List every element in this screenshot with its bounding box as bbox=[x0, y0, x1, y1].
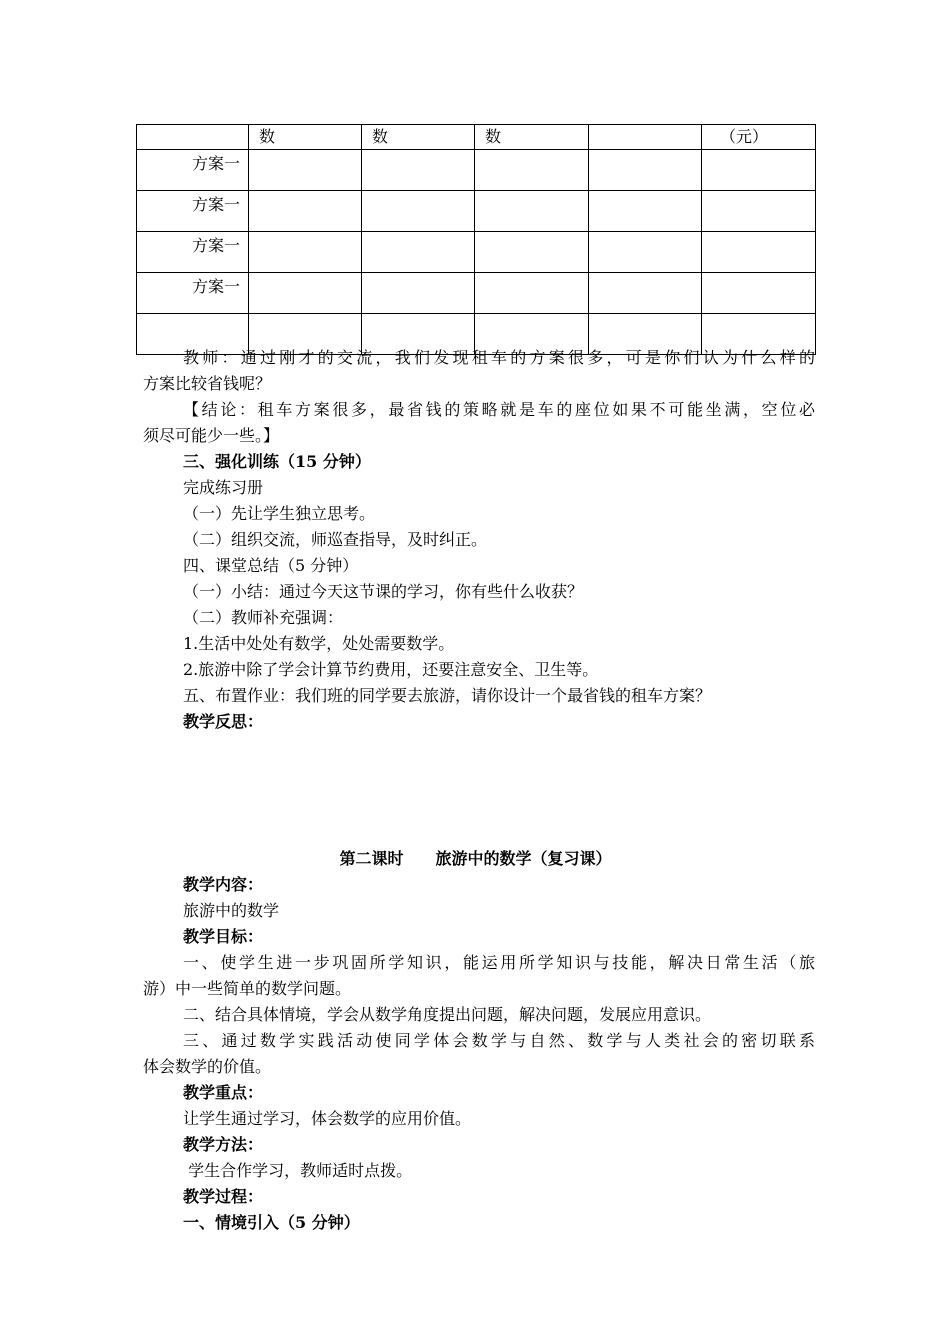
table-cell bbox=[702, 273, 816, 314]
table-header-cell bbox=[589, 125, 702, 150]
process-step-one: 一、情境引入（5 分钟） bbox=[183, 1213, 360, 1232]
table-row bbox=[137, 150, 816, 191]
step-one: （一）先让学生独立思考。 bbox=[183, 504, 376, 523]
table-cell bbox=[589, 191, 702, 232]
goal-one-line2: 游）中一些简单的数学问题。 bbox=[143, 979, 352, 998]
reflection-label: 教学反思： bbox=[183, 712, 264, 731]
table-row bbox=[137, 232, 816, 273]
table-header-cell: 数 bbox=[249, 125, 362, 150]
table-row bbox=[137, 273, 816, 314]
table-cell bbox=[362, 273, 475, 314]
step-two: （二）组织交流，师巡查指导，及时纠正。 bbox=[183, 530, 488, 549]
content-label: 教学内容： bbox=[183, 875, 264, 894]
point-two: 2.旅游中除了学会计算节约费用，还要注意安全、卫生等。 bbox=[183, 660, 599, 679]
table-cell bbox=[249, 191, 362, 232]
table-header-cell: 数 bbox=[362, 125, 475, 150]
table-cell bbox=[249, 150, 362, 191]
table-cell bbox=[475, 232, 589, 273]
table-cell bbox=[249, 232, 362, 273]
row-label: 方案一 bbox=[137, 150, 249, 191]
point-one: 1.生活中处处有数学，处处需要数学。 bbox=[183, 634, 455, 653]
row-label: 方案一 bbox=[137, 191, 249, 232]
table-cell bbox=[362, 150, 475, 191]
table-cell bbox=[362, 191, 475, 232]
table-header-cell: 数 bbox=[475, 125, 589, 150]
table-header-cell bbox=[137, 125, 249, 150]
lesson2-title: 第二课时 旅游中的数学（复习课） bbox=[339, 849, 612, 868]
teacher-question-line1: 教师：通过刚才的交流，我们发现租车的方案很多，可是你们认为什么样的 bbox=[183, 348, 815, 367]
table-cell bbox=[589, 273, 702, 314]
row-label: 方案一 bbox=[137, 273, 249, 314]
rental-plan-table bbox=[136, 124, 816, 355]
table-row bbox=[137, 191, 816, 232]
row-label: 方案一 bbox=[137, 232, 249, 273]
method-text: 学生合作学习，教师适时点拨。 bbox=[183, 1161, 413, 1180]
method-label: 教学方法： bbox=[183, 1135, 264, 1154]
summary-two: （二）教师补充强调： bbox=[183, 608, 344, 627]
process-label: 教学过程： bbox=[183, 1187, 264, 1206]
goal-three-line1: 三、通过数学实践活动使同学体会数学与自然、数学与人类社会的密切联系 bbox=[183, 1031, 815, 1050]
table-header-cell: （元） bbox=[702, 125, 816, 150]
table-cell bbox=[475, 191, 589, 232]
heading-reinforcement: 三、强化训练（15 分钟） bbox=[183, 452, 371, 471]
teacher-question-line2: 方案比较省钱呢？ bbox=[143, 374, 272, 393]
table-cell bbox=[702, 191, 816, 232]
table-cell bbox=[589, 232, 702, 273]
table-cell bbox=[362, 232, 475, 273]
summary-one: （一）小结：通过今天这节课的学习，你有些什么收获？ bbox=[183, 582, 584, 601]
heading-summary: 四、课堂总结（5 分钟） bbox=[183, 556, 359, 575]
table-cell bbox=[475, 273, 589, 314]
table-cell bbox=[475, 150, 589, 191]
focus-label: 教学重点： bbox=[183, 1083, 264, 1102]
focus-text: 让学生通过学习，体会数学的应用价值。 bbox=[183, 1109, 472, 1128]
conclusion-line1: 【结论：租车方案很多，最省钱的策略就是车的座位如果不可能坐满，空位必 bbox=[183, 400, 815, 419]
table-cell bbox=[702, 232, 816, 273]
content-text: 旅游中的数学 bbox=[183, 901, 280, 920]
heading-homework: 五、布置作业：我们班的同学要去旅游，请你设计一个最省钱的租车方案？ bbox=[183, 686, 712, 705]
table-cell bbox=[589, 150, 702, 191]
table-cell bbox=[702, 150, 816, 191]
conclusion-line2: 须尽可能少一些。】 bbox=[143, 426, 280, 445]
goal-three-line2: 体会数学的价值。 bbox=[143, 1057, 272, 1076]
goal-one-line1: 一、使学生进一步巩固所学知识，能运用所学知识与技能，解决日常生活（旅 bbox=[183, 953, 815, 972]
goals-label: 教学目标： bbox=[183, 927, 264, 946]
table-header-row bbox=[137, 125, 816, 150]
goal-two: 二、结合具体情境，学会从数学角度提出问题，解决问题，发展应用意识。 bbox=[183, 1005, 712, 1024]
table-cell bbox=[249, 273, 362, 314]
workbook-text: 完成练习册 bbox=[183, 478, 264, 497]
